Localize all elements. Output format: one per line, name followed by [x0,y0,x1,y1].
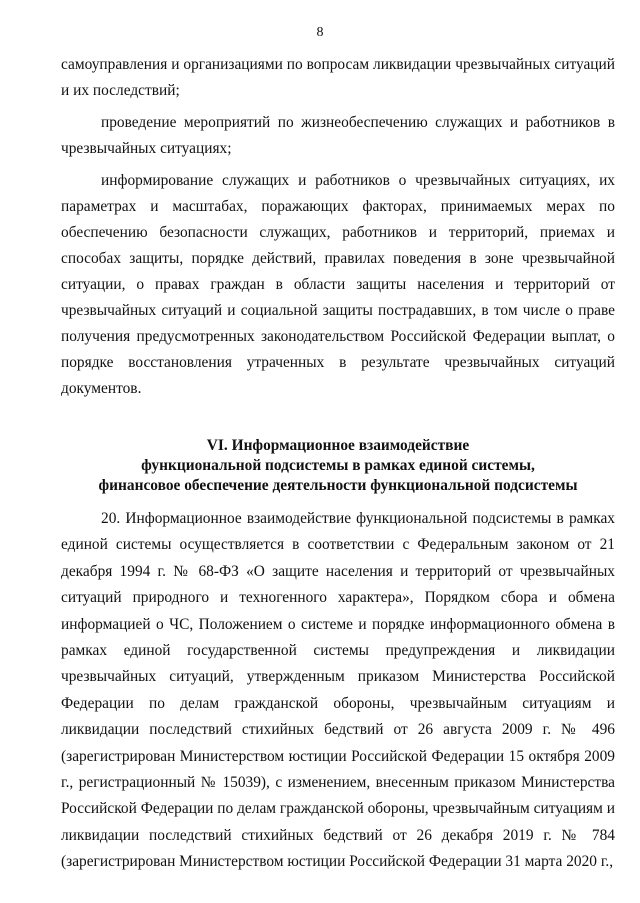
document-body [61,52,615,876]
section-heading [61,436,615,496]
section-heading-line-1: VI. Информационное взаимодействие [206,437,470,454]
section-heading-line-3: финансовое обеспечение деятельности функциональной подсистемы [98,477,578,494]
paragraph-20: 20. Информационное взаимодействие функциональной подсистемы в рамках единой системы осуществляется в соответствии с Федеральным законом от 21 декабря 1994 г. № 68-ФЗ «О защите населения и территорий от чрезвычайных ситуаций природного и техногенного характера», Порядком сбора и обмена информацией о ЧС, Положением о системе и порядке информационного обмена в рамках единой государственной системы предупреждения и ликвидации чрезвычайных ситуаций, утвержденным приказом Министерства Российской Федерации по делам гражданской обороны, чрезвычайным ситуациям и ликвидации последствий стихийных бедствий от 26 августа 2009 г. № 496 (зарегистрирован Министерством юстиции Российской Федерации 15 октября 2009 г., регистрационный № 15039), с изменением, внесенным приказом Министерства Российской Федерации по делам гражданской обороны, чрезвычайным ситуациям и ликвидации последствий стихийных бедствий от 26 декабря 2019 г. № 784 (зарегистрирован Министерством юстиции Российской Федерации 31 марта 2020 г., [61,510,615,871]
page-number: 8 [316,25,324,40]
paragraph-informing: информирование служащих и работников о чрезвычайных ситуациях, их параметрах и масштабах, поражающих факторах, принимаемых мерах по обеспечению безопасности служащих, работников и территорий, приемах и способах защиты, порядке действий, правилах поведения в зоне чрезвычайной ситуации, о правах граждан в области защиты населения и территорий от чрезвычайных ситуаций и социальной защиты пострадавших, в том числе о праве получения предусмотренных законодательством Российской Федерации выплат, о порядке восстановления утраченных в результате чрезвычайных ситуаций документов. [61,172,615,397]
paragraph-continuation: самоуправления и организациями по вопросам ликвидации чрезвычайных ситуаций и их последствий; [61,56,615,99]
section-heading-line-2: функциональной подсистемы в рамках единой системы, [141,457,535,474]
paragraph-life-support: проведение мероприятий по жизнеобеспечению служащих и работников в чрезвычайных ситуациях; [61,114,615,157]
